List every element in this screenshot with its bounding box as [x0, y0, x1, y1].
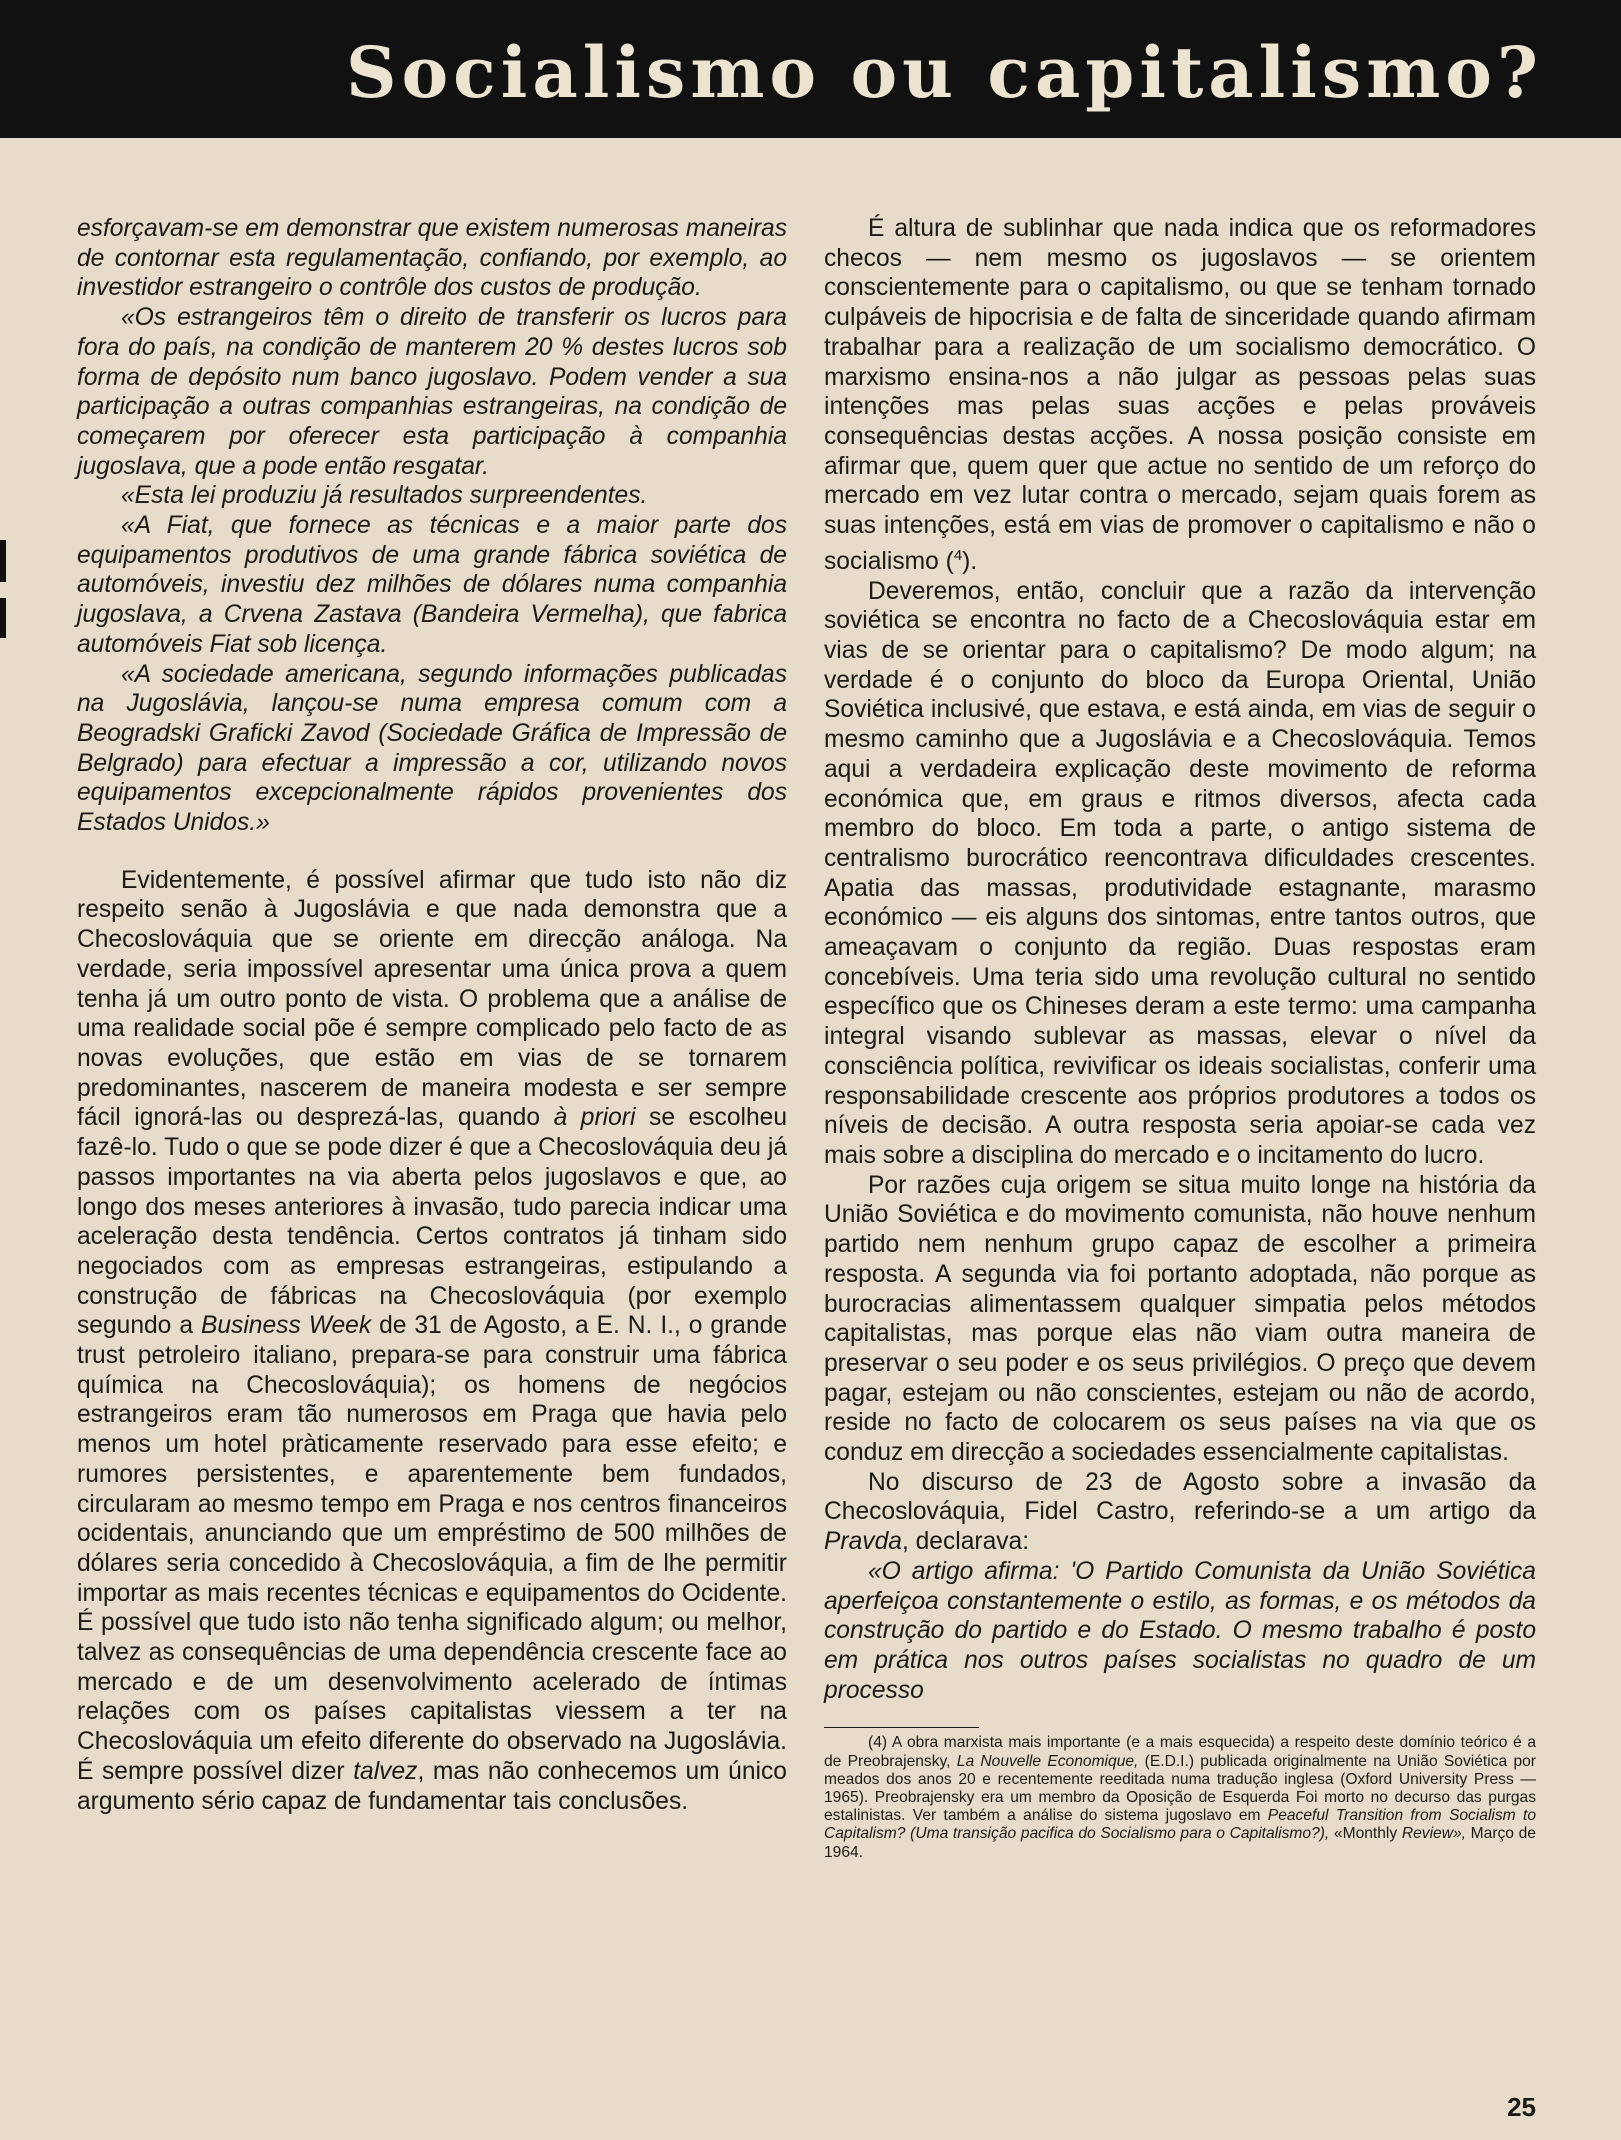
body-text: , declarava:	[901, 1528, 1030, 1556]
footnote-text: A obra marxista mais importante (e a mais esquecida) a respeito deste domínio teórico é a de Preobrajensky,	[824, 1734, 1536, 1770]
quote-paragraph: esforçavam-se em demonstrar que existem numerosas maneiras de contornar esta regulamentação, confiando, por exemplo, ao investidor estrangeiro o contrôle dos custos de produção.	[77, 215, 787, 302]
footnote-text: (E.D.I.) publicada originalmente na União Soviética por meados dos anos 20 e recentemente reeditada numa tradução inglesa (Oxford University Press — 1965). Preobrajensky era um membro da Oposição de Esquerda Foi morto no decurso das purgas estalinistas. Ver também a análise do sistema jugoslavo em	[824, 1752, 1536, 1825]
quote-paragraph: «A sociedade americana, segundo informações publicadas na Jugoslávia, lançou-se numa empresa comum com a Beogradski Graficki Zavod (Sociedade Gráfica de Impressão de Belgrado) para efectuar a impressão a cor, utilizando novos equipamentos excepcionalmente rápidos provenientes dos Estados Unidos.»	[77, 660, 787, 837]
body-emphasis: talvez	[353, 1757, 418, 1785]
body-text: É altura de sublinhar que nada indica que os reformadores checos — nem mesmo os jugoslavos — se orientem conscientemente para o capitalismo, ou que se tenham tornado culpáveis de hipocrisia e de falta de sinceridade quando afirmam trabalhar para a realização de um socialismo democrático. O marxismo ensina-nos a não julgar as pessoas pelas suas intenções mas pelas suas acções e pelas prováveis consequências destas acções. A nossa posição consiste em afirmar que, quem quer que actue no sentido de um reforço do mercado em vez lutar contra o mercado, sejam quais forem as suas intenções, está em vias de promover o capitalismo e não o socialismo (	[824, 215, 1536, 575]
body-emphasis: Pravda	[824, 1528, 902, 1556]
footnote	[824, 1734, 1536, 1861]
body-paragraph	[77, 866, 787, 1817]
body-text: No discurso de 23 de Agosto sobre a invasão da Checoslováquia, Fidel Castro, referindo-se a um artigo da	[824, 1468, 1536, 1526]
quote-paragraph: «O artigo afirma: 'O Partido Comunista da União Soviética aperfeiçoa constantemente o estilo, as formas, e os métodos da construção do partido e do Estado. O mesmo trabalho é posto em prática nos outros países socialistas no quadro de um processo	[824, 1557, 1536, 1704]
footnote-divider	[824, 1727, 979, 1728]
body-text: , mas não conhecemos um único argumento sério capaz de fundamentar tais conclusões.	[77, 1757, 787, 1815]
body-paragraph	[824, 214, 1536, 577]
paragraph-gap	[77, 838, 787, 866]
body-paragraph: Por razões cuja origem se situa muito longe na história da União Soviética e do movimento comunista, não houve nenhum partido nem nenhum grupo capaz de escolher a primeira resposta. A segunda via foi portanto adoptada, não porque as burocracias alimentassem qualquer simpatia pelos métodos capitalistas, mas porque elas não viam outra maneira de preservar o seu poder e os seus privilégios. O preço que devem pagar, estejam ou não conscientes, estejam ou não de acordo, reside no facto de colocarem os seus países na via que os conduz em direcção a sociedades essencialmente capitalistas.	[824, 1171, 1536, 1467]
footnote-emphasis: Peaceful Transition from Socialism to Capitalism? (Uma transição pacifica do Socialismo para o Capitalismo?),	[824, 1807, 1536, 1843]
body-paragraph: Deveremos, então, concluir que a razão da intervenção soviética se encontra no facto de a Checoslováquia estar em vias de se orientar para o capitalismo? De modo algum; na verdade é o conjunto do bloco da Europa Oriental, União Soviética inclusivé, que estava, e está ainda, em vias de seguir o mesmo caminho que a Jugoslávia e a Checoslováquia. Temos aqui a verdadeira explicação deste movimento de reforma económica que, em graus e ritmos diversos, afecta cada membro do bloco. Em toda a parte, o antigo sistema de centralismo burocrático reencontrava dificuldades crescentes. Apatia das massas, produtividade estagnante, marasmo económico — eis alguns dos sintomas, entre tantos outros, que ameaçavam o conjunto da região. Duas respostas eram concebíveis. Uma teria sido uma revolução cultural no sentido específico que os Chineses deram a este termo: uma campanha integral visando sublevar as massas, elevar o nível da consciência política, revivificar os ideais socialistas, conferir uma responsabilidade crescente aos próprios produtores a todos os níveis de decisão. A outra resposta seria apoiar-se cada vez mais sobre a disciplina do mercado e o incitamento do lucro.	[824, 577, 1536, 1169]
margin-mark	[0, 540, 6, 582]
body-text: de 31 de Agosto, a E. N. I., o grande trust petroleiro italiano, prepara-se para construir uma fábrica química na Checoslováquia); os homens de negócios estrangeiros eram tão numerosos em Praga que havia pelo menos um hotel pràticamente reservado para esse efeito; e rumores persistentes, e aparentemente bem fundados, circularam ao mesmo tempo em Praga e nos centros financeiros ocidentais, anunciando que um empréstimo de 500 milhões de dólares seria concedido à Checoslováquia, a fim de lhe permitir importar as mais recentes técnicas e equipamentos do Ocidente. É possível que tudo isto não tenha significado algum; ou melhor, talvez as consequências de uma dependência crescente face ao mercado e de um desenvolvimento acelerado de íntimas relações com os países capitalistas viessem a ter na Checoslováquia um efeito diferente do observado na Jugoslávia. É sempre possível dizer	[77, 1312, 787, 1785]
footnote-emphasis: Review»,	[1401, 1825, 1466, 1843]
footnote-text: «Monthly	[1329, 1825, 1402, 1843]
header-band	[0, 0, 1621, 138]
margin-mark	[0, 598, 6, 638]
quote-paragraph: «Esta lei produziu já resultados surpreendentes.	[121, 482, 648, 510]
footnote-text: Março de 1964.	[824, 1825, 1536, 1861]
quote-paragraph: «A Fiat, que fornece as técnicas e a maior parte dos equipamentos produtivos de uma grande fábrica soviética de automóveis, investiu dez milhões de dólares numa companhia jugoslava, a Crvena Zastava (Bandeira Vermelha), que fabrica automóveis Fiat sob licença.	[77, 512, 787, 658]
body-text: Evidentemente, é possível afirmar que tudo isto não diz respeito senão à Jugoslávia e que nada demonstra que a Checoslováquia que se oriente em direcção análoga. Na verdade, seria impossível apresentar uma única prova a quem tenha já um outro ponto de vista. O problema que a análise de uma realidade social põe é sempre complicado pelo facto de as novas evoluções, que estão em vias de se tornarem predominantes, nascerem de maneira modesta e ser sempre fácil ignorá-las ou desprezá-las, quando	[77, 866, 787, 1132]
body-paragraph	[824, 1468, 1536, 1557]
body-emphasis: à priori	[553, 1104, 636, 1132]
page-title: Socialismo ou capitalismo?	[345, 31, 1543, 114]
body-text: se escolheu fazê-lo. Tudo o que se pode dizer é que a Checoslováquia deu já passos importantes na via aberta pelos jugoslavos e que, ao longo dos meses anteriores à invasão, tudo parecia indicar uma aceleração desta tendência. Certos contratos já tinham sido negociados com as empresas estrangeiras, estipulando a construção de fábricas na Checoslováquia (por exemplo segundo a	[77, 1104, 787, 1340]
footnote-ref: 4	[953, 546, 963, 564]
body-text: ).	[962, 547, 978, 575]
footnote-marker: (4)	[868, 1734, 888, 1752]
quote-paragraph: «Os estrangeiros têm o direito de transferir os lucros para fora do país, na condição de manterem 20 % destes lucros sob forma de depósito num banco jugoslavo. Podem vender a sua participação a outras companhias estrangeiras, na condição de começarem por oferecer esta participação à companhia jugoslava, que a pode então resgatar.	[77, 304, 787, 480]
body-emphasis: Business Week	[200, 1312, 372, 1340]
page-number: 25	[1507, 2092, 1536, 2122]
left-column	[77, 214, 787, 1816]
footnote-emphasis: La Nouvelle Economique,	[956, 1752, 1139, 1770]
right-column	[824, 214, 1536, 1862]
